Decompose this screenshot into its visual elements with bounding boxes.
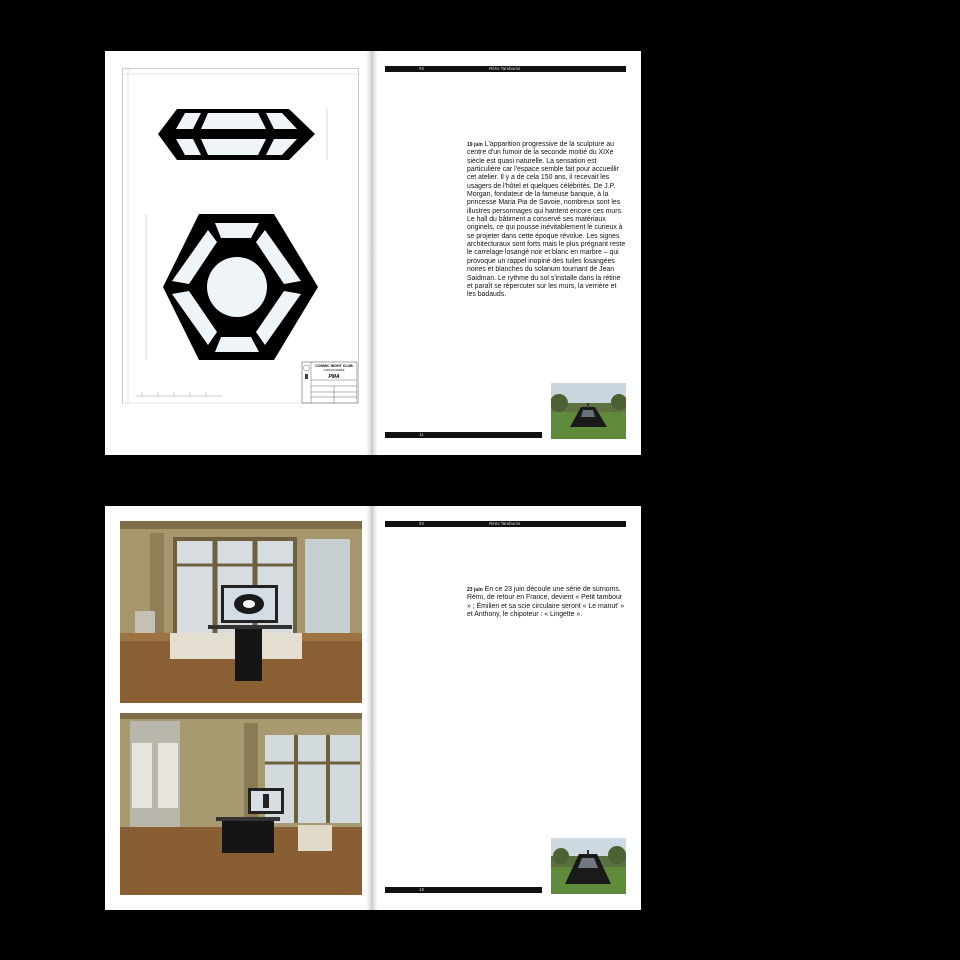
book-gutter xyxy=(366,51,378,455)
author-name: Rémi Tamburini xyxy=(489,521,521,526)
entry-date: 23 juin xyxy=(467,587,483,593)
exhibition-photo-1 xyxy=(120,521,362,703)
exhibition-photo-2 xyxy=(120,713,362,895)
drawing-logo: PMA xyxy=(328,374,340,380)
running-header xyxy=(385,66,626,72)
book-gutter xyxy=(366,506,378,910)
title-block xyxy=(302,362,357,403)
drawing-subtitle: CAPSULE MOBILE xyxy=(323,369,345,372)
book-spread-bottom xyxy=(105,506,641,910)
capsule-photo xyxy=(551,383,626,439)
running-header xyxy=(385,521,626,527)
issue-number: #2 xyxy=(419,66,425,71)
page-footer xyxy=(385,432,542,438)
author-name: Rémi Tamburini xyxy=(489,66,521,71)
technical-drawing xyxy=(122,68,359,404)
entry-date: 19 juin xyxy=(467,142,483,148)
drawing-title: COSMIC NIGHT CLUB xyxy=(315,364,353,368)
page-footer xyxy=(385,887,542,893)
entry-text: En ce 23 juin découle une série de surnoms. Rémi, de retour en France, devient « Petit tambour » ; Émilien et sa scie circulaire seront « Le manut' » et Anthony, le chipoteur : « Lingette ». xyxy=(467,586,625,619)
capsule-top-view xyxy=(163,214,318,360)
page-number: 19 xyxy=(419,887,425,892)
issue-number: #2 xyxy=(419,521,425,526)
book-spread-top xyxy=(105,51,641,455)
journal-paragraph xyxy=(467,141,627,300)
page-number: 11 xyxy=(419,432,424,437)
journal-paragraph xyxy=(467,586,627,619)
entry-text: L'apparition progressive de la sculpture au centre d'un fumoir de la seconde moitié du XIXe siècle est quasi naturelle. La sensation est particulière car l'espace semble fait pour accueillir cet atelier. Il y a de cela 150 ans, il recevait les usagers de l'hôtel et quelques célébrités. De J.P. Morgan, fondateur de la fameuse banque, à la princesse Maria Pia de Savoie, nombreux sont les illustres personnages qui hantent encore ces murs. Le hall du bâtiment a conservé ses matériaux originels, ce qui pousse inévitablement le curieux à se projeter dans cette époque révolue. Les signes architecturaux sont forts mais le plus prégnant reste le carrelage losangé noir et blanc en marbre – qui provoque un rappel inopiné des tuiles losangées noires et blanches du solarium tournant de Jean Saidman. Le rythme du sol s'installe dans la rétine et paraît se répercuter sur les murs, la verrière et les badauds. xyxy=(467,141,626,299)
capsule-photo xyxy=(551,838,626,894)
capsule-side-view xyxy=(158,109,315,160)
